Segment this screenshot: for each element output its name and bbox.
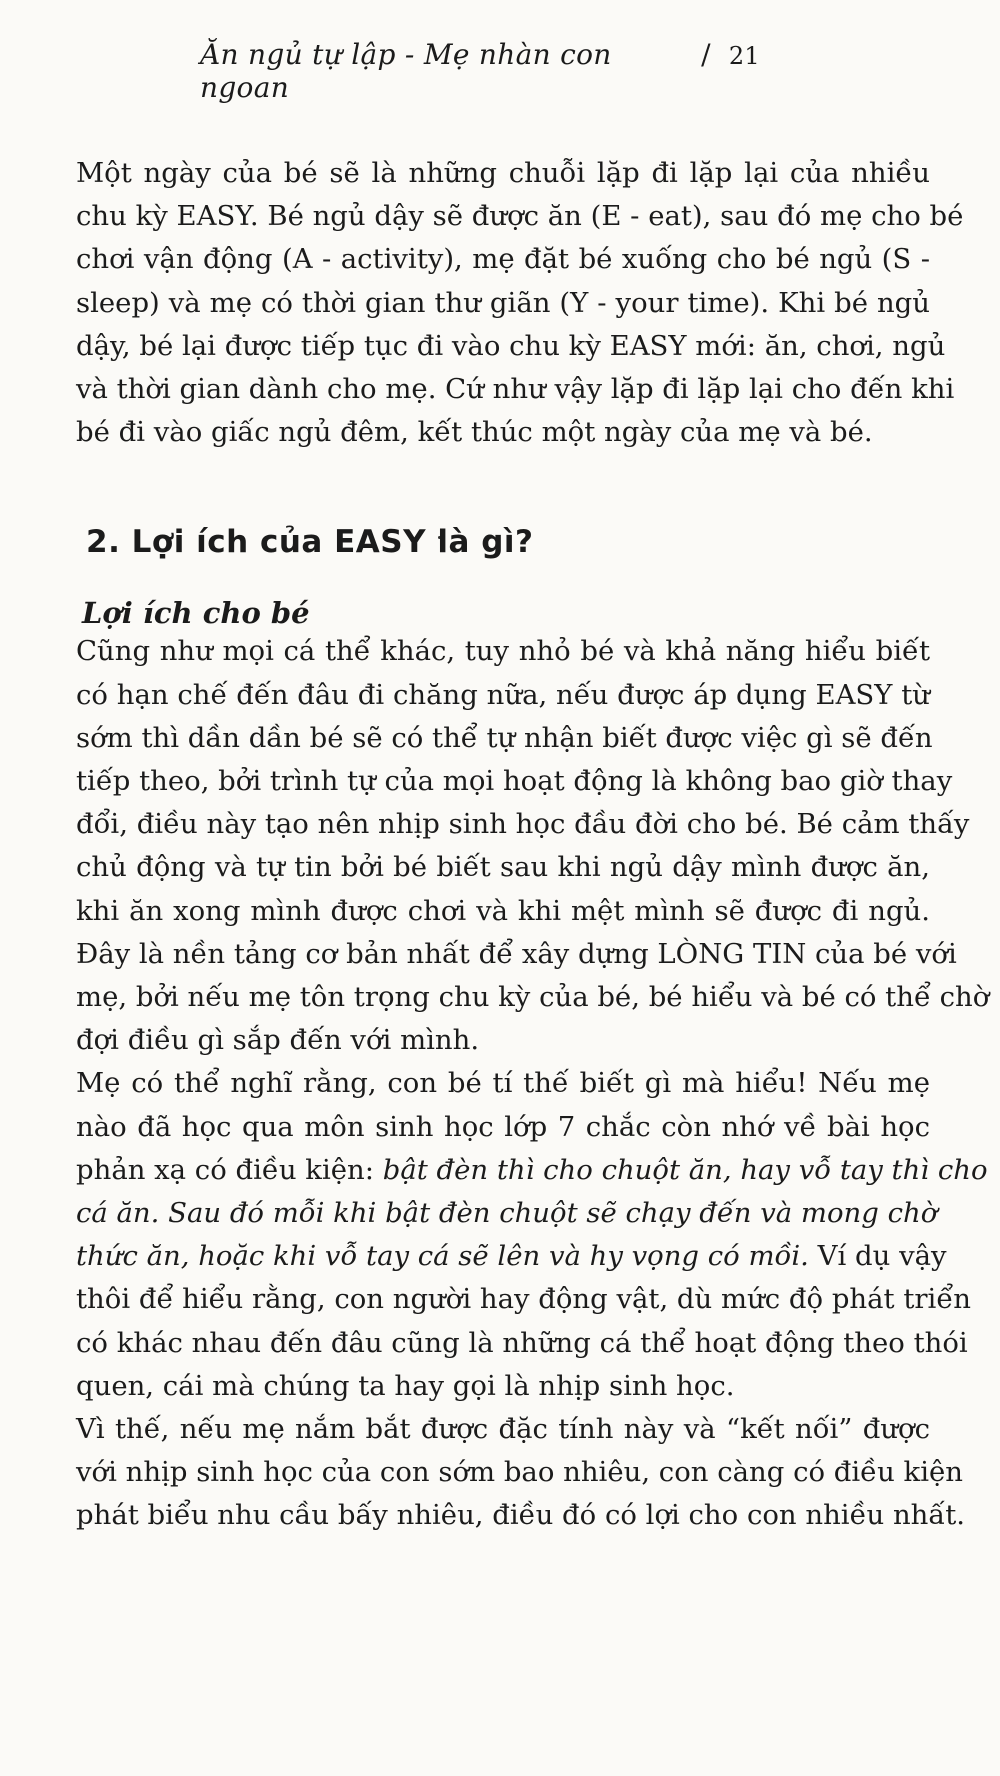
text-line: sớm thì dần dần bé sẽ có thể tự nhận biết được việc gì sẽ đến — [76, 721, 933, 754]
text-line: bé đi vào giấc ngủ đêm, kết thúc một ngày của mẹ và bé. — [76, 416, 873, 449]
page-content — [72, 152, 990, 1538]
text-line: chu kỳ EASY. Bé ngủ dậy sẽ được ăn (E - eat), sau đó mẹ cho bé — [76, 200, 964, 233]
text-line: với nhịp sinh học của con sớm bao nhiêu, con càng có điều kiện — [76, 1456, 963, 1489]
paragraph-easy-cycle — [72, 152, 964, 454]
text-line: mẹ, bởi nếu mẹ tôn trọng chu kỳ của bé, bé hiểu và bé có thể chờ — [76, 981, 990, 1014]
text-line: đợi điều gì sắp đến với mình. — [76, 1024, 480, 1057]
header-separator: / — [701, 38, 711, 71]
text-line — [72, 1235, 947, 1278]
text-line: khi ăn xong mình được chơi và khi mệt mình sẽ được đi ngủ. — [76, 894, 930, 927]
paragraph-benefits — [72, 630, 990, 1062]
italic-example: cá ăn. Sau đó mỗi khi bật đèn chuột sẽ chạy đến và mong chờ — [76, 1197, 938, 1230]
text-line: thôi để hiểu rằng, con người hay động vật, dù mức độ phát triển — [76, 1283, 971, 1316]
book-title: Ăn ngủ tự lập - Mẹ nhàn con ngoan — [200, 38, 612, 104]
text-line: và thời gian dành cho mẹ. Cứ như vậy lặp đi lặp lại cho đến khi — [76, 373, 955, 406]
text-line: phát biểu nhu cầu bấy nhiêu, điều đó có lợi cho con nhiều nhất. — [76, 1499, 966, 1532]
text-line: tiếp theo, bởi trình tự của mọi hoạt động là không bao giờ thay — [76, 765, 953, 798]
text-line: quen, cái mà chúng ta hay gọi là nhịp sinh học. — [76, 1369, 735, 1402]
page-number: 21 — [728, 42, 760, 70]
text-line — [72, 1192, 938, 1235]
text-line: nào đã học qua môn sinh học lớp 7 chắc còn nhớ về bài học — [76, 1110, 930, 1143]
text-line: chơi vận động (A - activity), mẹ đặt bé xuống cho bé ngủ (S - — [76, 243, 930, 276]
text-line: có khác nhau đến đâu cũng là những cá thể hoạt động theo thói — [76, 1326, 968, 1359]
running-header — [200, 38, 760, 104]
text-line: Mẹ có thể nghĩ rằng, con bé tí thế biết gì mà hiểu! Nếu mẹ — [76, 1067, 930, 1100]
text-run: phản xạ có điều kiện: — [76, 1153, 383, 1186]
text-line: chủ động và tự tin bởi bé biết sau khi ngủ dậy mình được ăn, — [76, 851, 930, 884]
italic-example: bật đèn thì cho chuột ăn, hay vỗ tay thì cho — [382, 1153, 988, 1186]
italic-example: thức ăn, hoặc khi vỗ tay cá sẽ lên và hy vọng có mồi. — [76, 1240, 809, 1273]
text-line: đổi, điều này tạo nên nhịp sinh học đầu đời cho bé. Bé cảm thấy — [76, 808, 970, 841]
section-heading: 2. Lợi ích của EASY là gì? — [86, 524, 534, 561]
text-line: có hạn chế đến đâu đi chăng nữa, nếu được áp dụng EASY từ — [76, 678, 930, 711]
text-line: Một ngày của bé sẽ là những chuỗi lặp đi lặp lại của nhiều — [76, 157, 930, 189]
text-line: sleep) và mẹ có thời gian thư giãn (Y - your time). Khi bé ngủ — [76, 286, 930, 319]
text-run: Ví dụ vậy — [808, 1240, 947, 1273]
paragraph-connect-rhythm — [72, 1408, 966, 1538]
text-line — [72, 1149, 988, 1192]
text-line: dậy, bé lại được tiếp tục đi vào chu kỳ EASY mới: ăn, chơi, ngủ — [76, 329, 946, 362]
text-line: Vì thế, nếu mẹ nắm bắt được đặc tính này và “kết nối” được — [76, 1413, 930, 1446]
text-line: Đây là nền tảng cơ bản nhất để xây dựng LÒNG TIN của bé với — [76, 937, 957, 970]
paragraph-conditioned-reflex — [72, 1062, 988, 1408]
subheading-benefits-for-baby: Lợi ích cho bé — [82, 596, 310, 631]
text-line: Cũng như mọi cá thể khác, tuy nhỏ bé và khả năng hiểu biết — [76, 635, 930, 668]
